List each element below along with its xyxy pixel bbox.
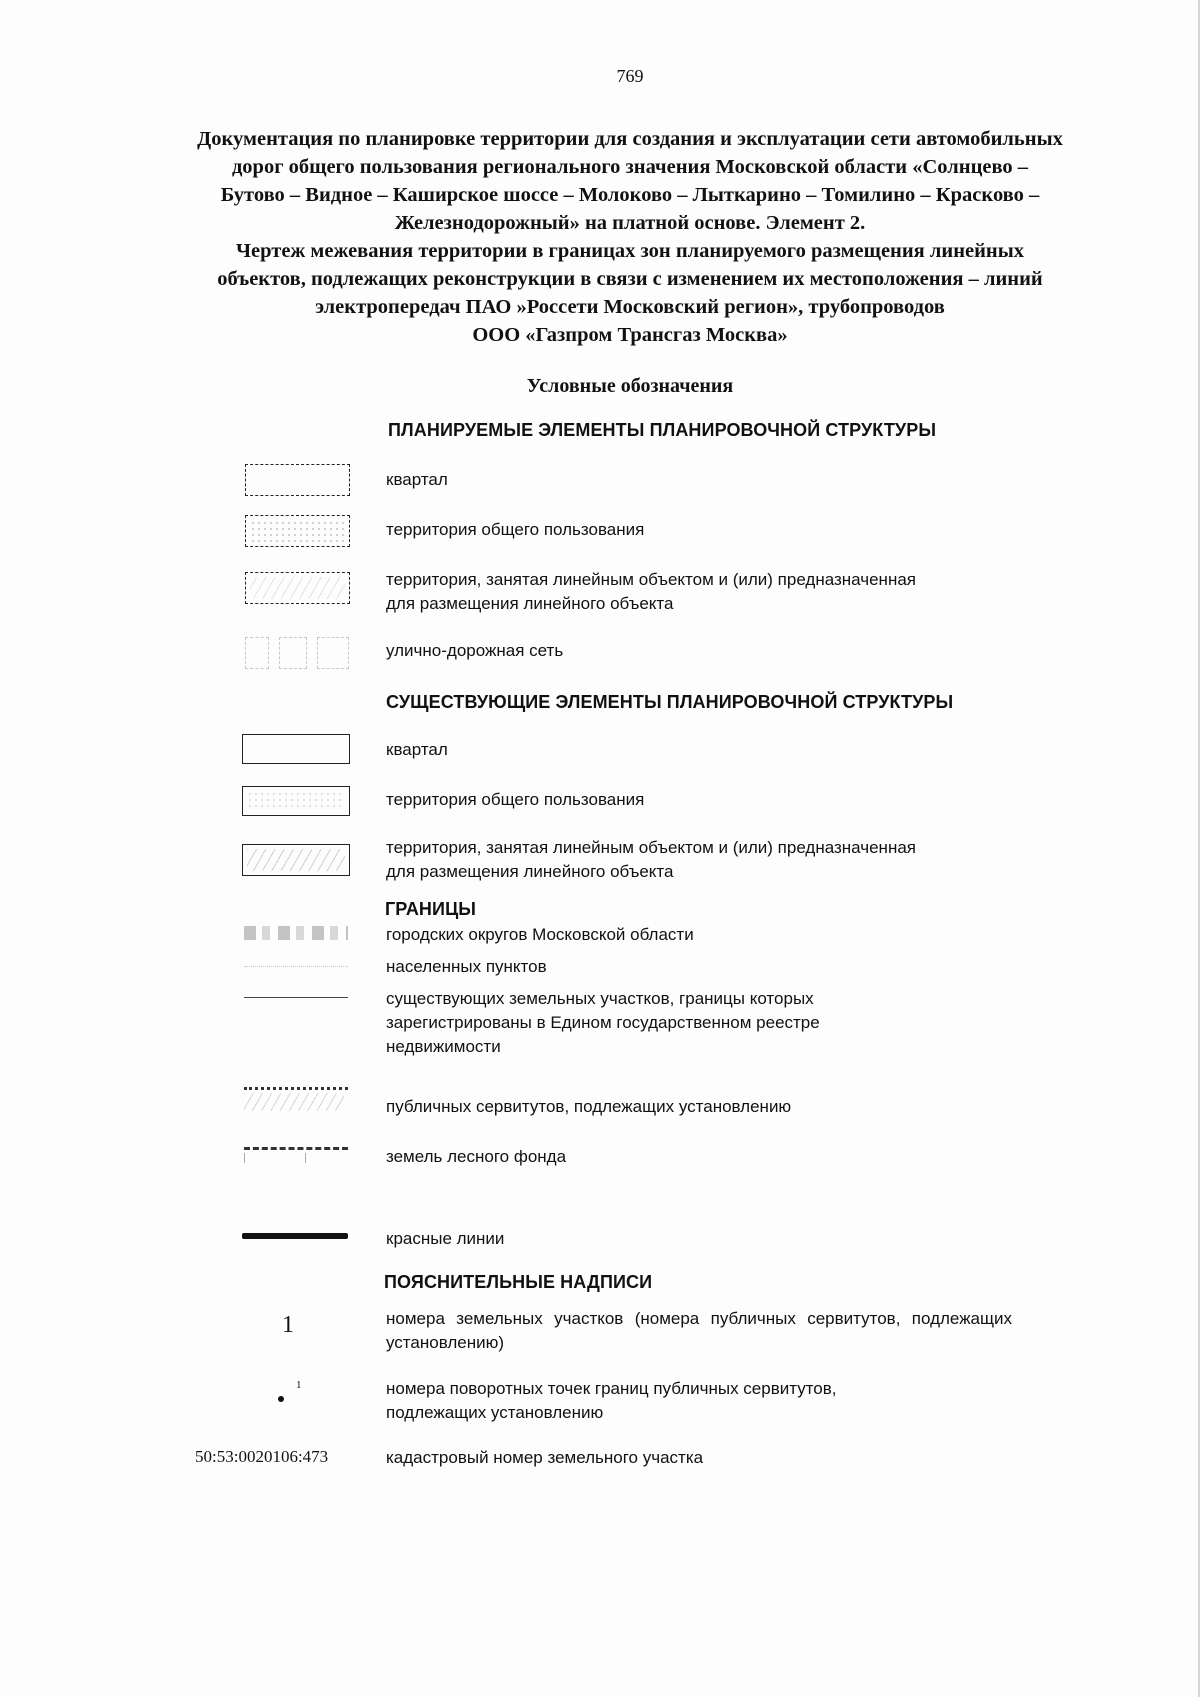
title-line: электропередач ПАО »Россети Московский регион», трубопроводов: [315, 296, 945, 318]
legend-label: улично-дорожная сеть: [386, 641, 564, 660]
symbol-plot-number: 1: [282, 1312, 294, 1338]
legend-label: территория, занятая линейным объектом и (или) предназначенная: [386, 570, 916, 589]
title-line: Бутово – Видное – Каширское шоссе – Молоково – Лыткарино – Томилино – Красково –: [220, 184, 1040, 206]
legend-label: квартал: [386, 740, 448, 759]
symbol-forest-fund-border: [244, 1147, 348, 1167]
symbol-fill: [247, 849, 345, 871]
symbol-existing-quarter: [242, 734, 350, 764]
symbol-public-servitude: [244, 1087, 348, 1113]
section-title-planned: ПЛАНИРУЕМЫЕ ЭЛЕМЕНТЫ ПЛАНИРОВОЧНОЙ СТРУКТУРЫ: [388, 420, 937, 440]
title-line: Железнодорожный» на платной основе. Элемент 2.: [394, 212, 866, 234]
legend-label: номера поворотных точек границ публичных сервитутов,: [386, 1379, 837, 1398]
section-title-existing: СУЩЕСТВУЮЩИЕ ЭЛЕМЕНТЫ ПЛАНИРОВОЧНОЙ СТРУКТУРЫ: [386, 692, 954, 712]
legend-label: недвижимости: [386, 1037, 501, 1056]
symbol-planned-linear-object: [245, 572, 350, 604]
legend-label: городских округов Московской области: [386, 925, 694, 944]
legend-label: красные линии: [386, 1229, 505, 1248]
symbol-planned-public-territory: [245, 515, 350, 547]
symbol-border-line: [244, 1147, 348, 1150]
document-title: [100, 125, 1160, 349]
symbol-planned-quarter: [245, 464, 350, 496]
legend-label: территория общего пользования: [386, 520, 645, 539]
symbol-fill: [250, 520, 345, 542]
legend-title: Условные обозначения: [526, 375, 734, 397]
legend-label: населенных пунктов: [386, 957, 547, 976]
symbol-fill: [250, 577, 345, 599]
title-line: дорог общего пользования регионального значения Московской области «Солнцево –: [231, 156, 1029, 178]
title-line: Чертеж межевания территории в границах зон планируемого размещения линейных: [235, 240, 1024, 262]
legend-label: территория, занятая линейным объектом и (или) предназначенная: [386, 838, 916, 857]
legend-label: подлежащих установлению: [386, 1403, 604, 1422]
legend-label: существующих земельных участков, границы которых: [386, 989, 814, 1008]
legend-label: кадастровый номер земельного участка: [386, 1448, 704, 1467]
legend-label: земель лесного фонда: [386, 1147, 567, 1166]
symbol-fill: [244, 1153, 306, 1163]
symbol-city-district-border: [244, 926, 348, 940]
symbol-border-line: [244, 1087, 348, 1090]
title-line: Документация по планировке территории для создания и эксплуатации сети автомобильных: [197, 128, 1063, 150]
legend-label: для размещения линейного объекта: [386, 594, 674, 613]
legend-label: для размещения линейного объекта: [386, 862, 674, 881]
legend-label: номера земельных участков (номера публичных сервитутов, подлежащих установлению): [386, 1309, 1012, 1352]
title-line: объектов, подлежащих реконструкции в связи с изменением их местоположения – линий: [217, 268, 1043, 290]
symbol-settlement-border: [244, 966, 348, 967]
title-line: ООО «Газпром Трансгаз Москва»: [472, 324, 788, 346]
symbol-land-plot-border: [244, 997, 348, 998]
symbol-road-network: [245, 636, 351, 670]
symbol-turning-point-number: 1: [296, 1379, 302, 1391]
symbol-existing-public-territory: [242, 786, 350, 816]
page-number: 769: [616, 66, 644, 86]
legend-label: территория общего пользования: [386, 790, 645, 809]
legend-label: зарегистрированы в Едином государственном реестре: [386, 1013, 820, 1032]
symbol-turning-point: [278, 1396, 284, 1402]
symbol-fill: [244, 1093, 344, 1111]
symbol-fill: [247, 791, 345, 811]
section-title-notes: ПОЯСНИТЕЛЬНЫЕ НАДПИСИ: [384, 1272, 653, 1292]
legend-label: публичных сервитутов, подлежащих установлению: [386, 1097, 792, 1116]
symbol-red-lines: [242, 1233, 348, 1239]
symbol-cadastral-number: 50:53:0020106:473: [195, 1447, 329, 1466]
symbol-existing-linear-object: [242, 844, 350, 876]
legend-label: квартал: [386, 470, 448, 489]
section-title-borders: ГРАНИЦЫ: [385, 899, 477, 919]
